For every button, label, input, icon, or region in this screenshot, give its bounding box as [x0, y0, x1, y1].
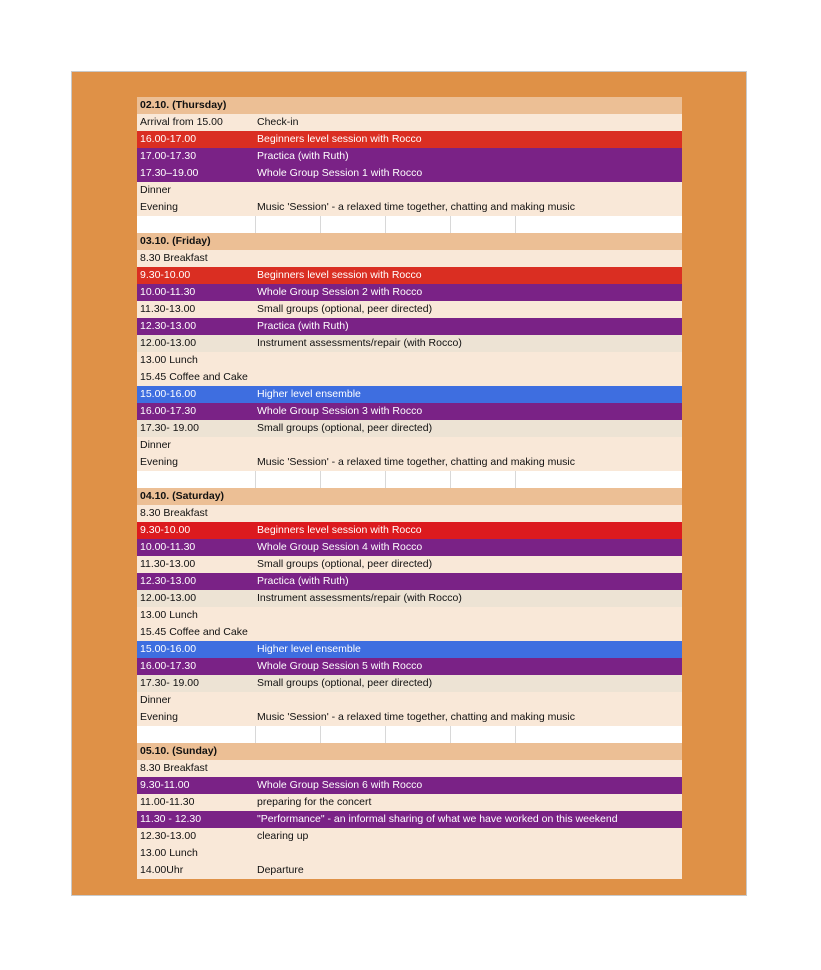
- schedule-row: [137, 369, 682, 386]
- row-time: 16.00-17.30: [140, 660, 197, 672]
- schedule-row: [137, 692, 682, 709]
- empty-cell: [255, 216, 320, 233]
- separator-row: [137, 216, 682, 233]
- row-activity: Whole Group Session 2 with Rocco: [257, 286, 423, 298]
- row-time: Dinner: [140, 694, 171, 706]
- separator-row: [137, 726, 682, 743]
- row-time: 13.00 Lunch: [140, 354, 198, 366]
- row-activity: Music 'Session' - a relaxed time together, chatting and making music: [257, 201, 575, 213]
- row-activity: Small groups (optional, peer directed): [257, 422, 433, 434]
- row-activity: Instrument assessments/repair (with Rocco): [257, 592, 462, 604]
- schedule-row: [137, 131, 682, 148]
- row-time: 17.30- 19.00: [140, 677, 199, 689]
- separator-row: [137, 471, 682, 488]
- schedule-row: [137, 148, 682, 165]
- empty-cell: [320, 471, 385, 488]
- empty-cell: [255, 726, 320, 743]
- row-activity: Practica (with Ruth): [257, 575, 349, 587]
- schedule-row: [137, 845, 682, 862]
- row-activity: "Performance" - an informal sharing of what we have worked on this weekend: [257, 813, 618, 825]
- row-time: Evening: [140, 201, 178, 213]
- row-time: 14.00Uhr: [140, 864, 184, 876]
- schedule-row: [137, 658, 682, 675]
- empty-cell: [320, 726, 385, 743]
- schedule-row: [137, 607, 682, 624]
- empty-cell: [255, 471, 320, 488]
- row-time: Evening: [140, 711, 178, 723]
- row-activity: Music 'Session' - a relaxed time together, chatting and making music: [257, 711, 575, 723]
- schedule-row: [137, 182, 682, 199]
- row-time: 8.30 Breakfast: [140, 762, 208, 774]
- row-time: 15.00-16.00: [140, 388, 197, 400]
- row-activity: Higher level ensemble: [257, 643, 361, 655]
- schedule-row: [137, 641, 682, 658]
- schedule-row: [137, 403, 682, 420]
- schedule-row: [137, 862, 682, 879]
- row-activity: Music 'Session' - a relaxed time together, chatting and making music: [257, 456, 575, 468]
- schedule-row: [137, 420, 682, 437]
- schedule-row: [137, 590, 682, 607]
- row-time: 15.00-16.00: [140, 643, 197, 655]
- row-time: 8.30 Breakfast: [140, 252, 208, 264]
- row-activity: preparing for the concert: [257, 796, 372, 808]
- schedule-row: [137, 539, 682, 556]
- day-header: [137, 743, 682, 760]
- row-time: Dinner: [140, 439, 171, 451]
- empty-cell: [385, 471, 450, 488]
- row-activity: Whole Group Session 3 with Rocco: [257, 405, 423, 417]
- schedule-row: [137, 454, 682, 471]
- row-activity: Small groups (optional, peer directed): [257, 558, 433, 570]
- schedule-row: [137, 709, 682, 726]
- row-activity: Check-in: [257, 116, 299, 128]
- empty-cell: [385, 726, 450, 743]
- row-time: 16.00-17.30: [140, 405, 197, 417]
- row-activity: Whole Group Session 4 with Rocco: [257, 541, 423, 553]
- row-time: 11.30 - 12.30: [140, 813, 202, 825]
- page-frame: [71, 71, 747, 896]
- row-time: Evening: [140, 456, 178, 468]
- row-time: 12.30-13.00: [140, 320, 197, 332]
- row-time: 11.30-13.00: [140, 558, 196, 570]
- schedule-row: [137, 335, 682, 352]
- schedule-row: [137, 522, 682, 539]
- schedule-row: [137, 794, 682, 811]
- row-time: 13.00 Lunch: [140, 847, 198, 859]
- schedule-row: [137, 811, 682, 828]
- schedule-row: [137, 267, 682, 284]
- empty-cell: [450, 216, 515, 233]
- row-time: 9.30-10.00: [140, 524, 191, 536]
- schedule-row: [137, 301, 682, 318]
- row-activity: Whole Group Session 1 with Rocco: [257, 167, 423, 179]
- row-activity: Instrument assessments/repair (with Rocco): [257, 337, 462, 349]
- row-time: 11.30-13.00: [140, 303, 196, 315]
- row-time: 17.30- 19.00: [140, 422, 199, 434]
- row-time: 12.30-13.00: [140, 830, 197, 842]
- schedule-row: [137, 318, 682, 335]
- schedule-row: [137, 199, 682, 216]
- row-time: 10.00-11.30: [140, 541, 196, 553]
- day-header: [137, 488, 682, 505]
- empty-cell: [450, 471, 515, 488]
- row-time: 13.00 Lunch: [140, 609, 198, 621]
- row-time: 8.30 Breakfast: [140, 507, 208, 519]
- day-header-label: 02.10. (Thursday): [140, 99, 227, 111]
- row-time: 9.30-11.00: [140, 779, 190, 791]
- schedule-row: [137, 114, 682, 131]
- row-time: 12.00-13.00: [140, 592, 197, 604]
- schedule-sheet: [137, 97, 682, 879]
- row-time: Dinner: [140, 184, 171, 196]
- row-activity: Practica (with Ruth): [257, 320, 349, 332]
- row-activity: Beginners level session with Rocco: [257, 269, 422, 281]
- row-activity: Beginners level session with Rocco: [257, 133, 422, 145]
- schedule-row: [137, 675, 682, 692]
- schedule-row: [137, 624, 682, 641]
- schedule-row: [137, 573, 682, 590]
- day-header-label: 03.10. (Friday): [140, 235, 211, 247]
- row-activity: Small groups (optional, peer directed): [257, 303, 433, 315]
- row-activity: Whole Group Session 5 with Rocco: [257, 660, 423, 672]
- schedule-row: [137, 556, 682, 573]
- schedule-row: [137, 828, 682, 845]
- row-time: 10.00-11.30: [140, 286, 196, 298]
- row-time: 15.45 Coffee and Cake: [140, 626, 248, 638]
- row-activity: Practica (with Ruth): [257, 150, 349, 162]
- schedule-row: [137, 250, 682, 267]
- row-time: 15.45 Coffee and Cake: [140, 371, 248, 383]
- row-activity: Departure: [257, 864, 304, 876]
- schedule-row: [137, 760, 682, 777]
- row-activity: Whole Group Session 6 with Rocco: [257, 779, 423, 791]
- row-activity: clearing up: [257, 830, 309, 842]
- day-header: [137, 233, 682, 250]
- row-time: 9.30-10.00: [140, 269, 191, 281]
- schedule-row: [137, 777, 682, 794]
- schedule-row: [137, 284, 682, 301]
- schedule-row: [137, 386, 682, 403]
- row-time: 12.00-13.00: [140, 337, 197, 349]
- empty-cell: [320, 216, 385, 233]
- row-activity: Higher level ensemble: [257, 388, 361, 400]
- row-time: 16.00-17.00: [140, 133, 197, 145]
- empty-cell: [385, 216, 450, 233]
- row-activity: Beginners level session with Rocco: [257, 524, 422, 536]
- row-time: 17.00-17.30: [140, 150, 197, 162]
- day-header-label: 04.10. (Saturday): [140, 490, 225, 502]
- day-header-label: 05.10. (Sunday): [140, 745, 218, 757]
- schedule-row: [137, 352, 682, 369]
- row-time: 12.30-13.00: [140, 575, 197, 587]
- row-time: Arrival from 15.00: [140, 116, 223, 128]
- schedule-row: [137, 505, 682, 522]
- day-header: [137, 97, 682, 114]
- empty-cell: [450, 726, 515, 743]
- row-time: 11.00-11.30: [140, 796, 195, 808]
- empty-cell: [515, 726, 580, 743]
- empty-cell: [515, 471, 580, 488]
- schedule-row: [137, 437, 682, 454]
- row-activity: Small groups (optional, peer directed): [257, 677, 433, 689]
- empty-cell: [515, 216, 580, 233]
- row-time: 17.30–19.00: [140, 167, 199, 179]
- schedule-row: [137, 165, 682, 182]
